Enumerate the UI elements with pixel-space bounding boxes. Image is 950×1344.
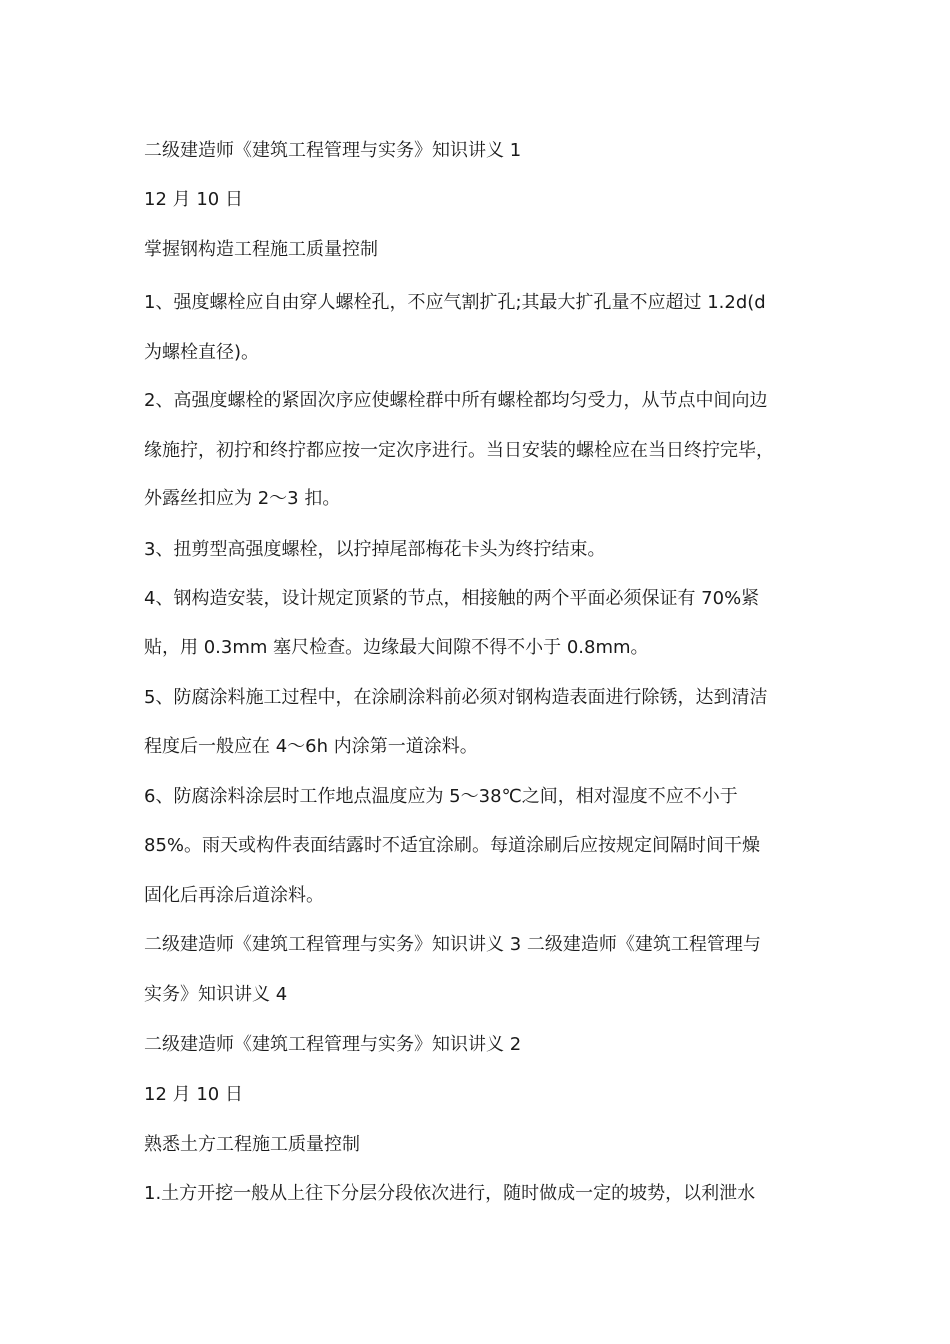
item-2-line-3: 外露丝扣应为 2～3 扣。 (144, 488, 341, 509)
item-4-line-1: 4、钢构造安装，设计规定顶紧的节点，相接触的两个平面必须保证有 70%紧 (144, 588, 760, 609)
item-1-line-1: 1、强度螺栓应自由穿人螺栓孔，不应气割扩孔;其最大扩孔量不应超过 1.2d(d (144, 292, 766, 313)
item-4-line-2: 贴，用 0.3mm 塞尺检查。边缘最大间隙不得不小于 0.8mm。 (144, 637, 649, 658)
item-3-line-1: 3、扭剪型高强度螺栓，以拧掉尾部梅花卡头为终拧结束。 (144, 539, 606, 560)
lecture-1-date: 12 月 10 日 (144, 189, 243, 210)
item-1-line-2: 为螺栓直径)。 (144, 342, 260, 363)
lecture-2-section-heading: 熟悉土方工程施工质量控制 (144, 1134, 360, 1155)
item-5-line-2: 程度后一般应在 4～6h 内涂第一道涂料。 (144, 736, 478, 757)
lecture-2-item-1-line-1: 1.土方开挖一般从上往下分层分段依次进行，随时做成一定的坡势，以利泄水 (144, 1183, 756, 1204)
lecture-2-title: 二级建造师《建筑工程管理与实务》知识讲义 2 (144, 1034, 522, 1055)
item-5-line-1: 5、防腐涂料施工过程中，在涂刷涂料前必须对钢构造表面进行除锈，达到清洁 (144, 687, 768, 708)
item-2-line-2: 缘施拧，初拧和终拧都应按一定次序进行。当日安装的螺栓应在当日终拧完毕， (144, 440, 774, 461)
lecture-2-date: 12 月 10 日 (144, 1084, 243, 1105)
item-6-line-3: 固化后再涂后道涂料。 (144, 885, 324, 906)
item-6-line-1: 6、防腐涂料涂层时工作地点温度应为 5～38℃之间，相对湿度不应不小于 (144, 786, 738, 807)
lecture-1-section-heading: 掌握钢构造工程施工质量控制 (144, 239, 378, 260)
related-lectures-line-1: 二级建造师《建筑工程管理与实务》知识讲义 3 二级建造师《建筑工程管理与 (144, 934, 761, 955)
item-6-line-2: 85%。雨天或构件表面结露时不适宜涂刷。每道涂刷后应按规定间隔时间干燥 (144, 835, 761, 856)
item-2-line-1: 2、高强度螺栓的紧固次序应使螺栓群中所有螺栓都均匀受力，从节点中间向边 (144, 390, 768, 411)
lecture-1-title: 二级建造师《建筑工程管理与实务》知识讲义 1 (144, 140, 522, 161)
related-lectures-line-2: 实务》知识讲义 4 (144, 984, 288, 1005)
